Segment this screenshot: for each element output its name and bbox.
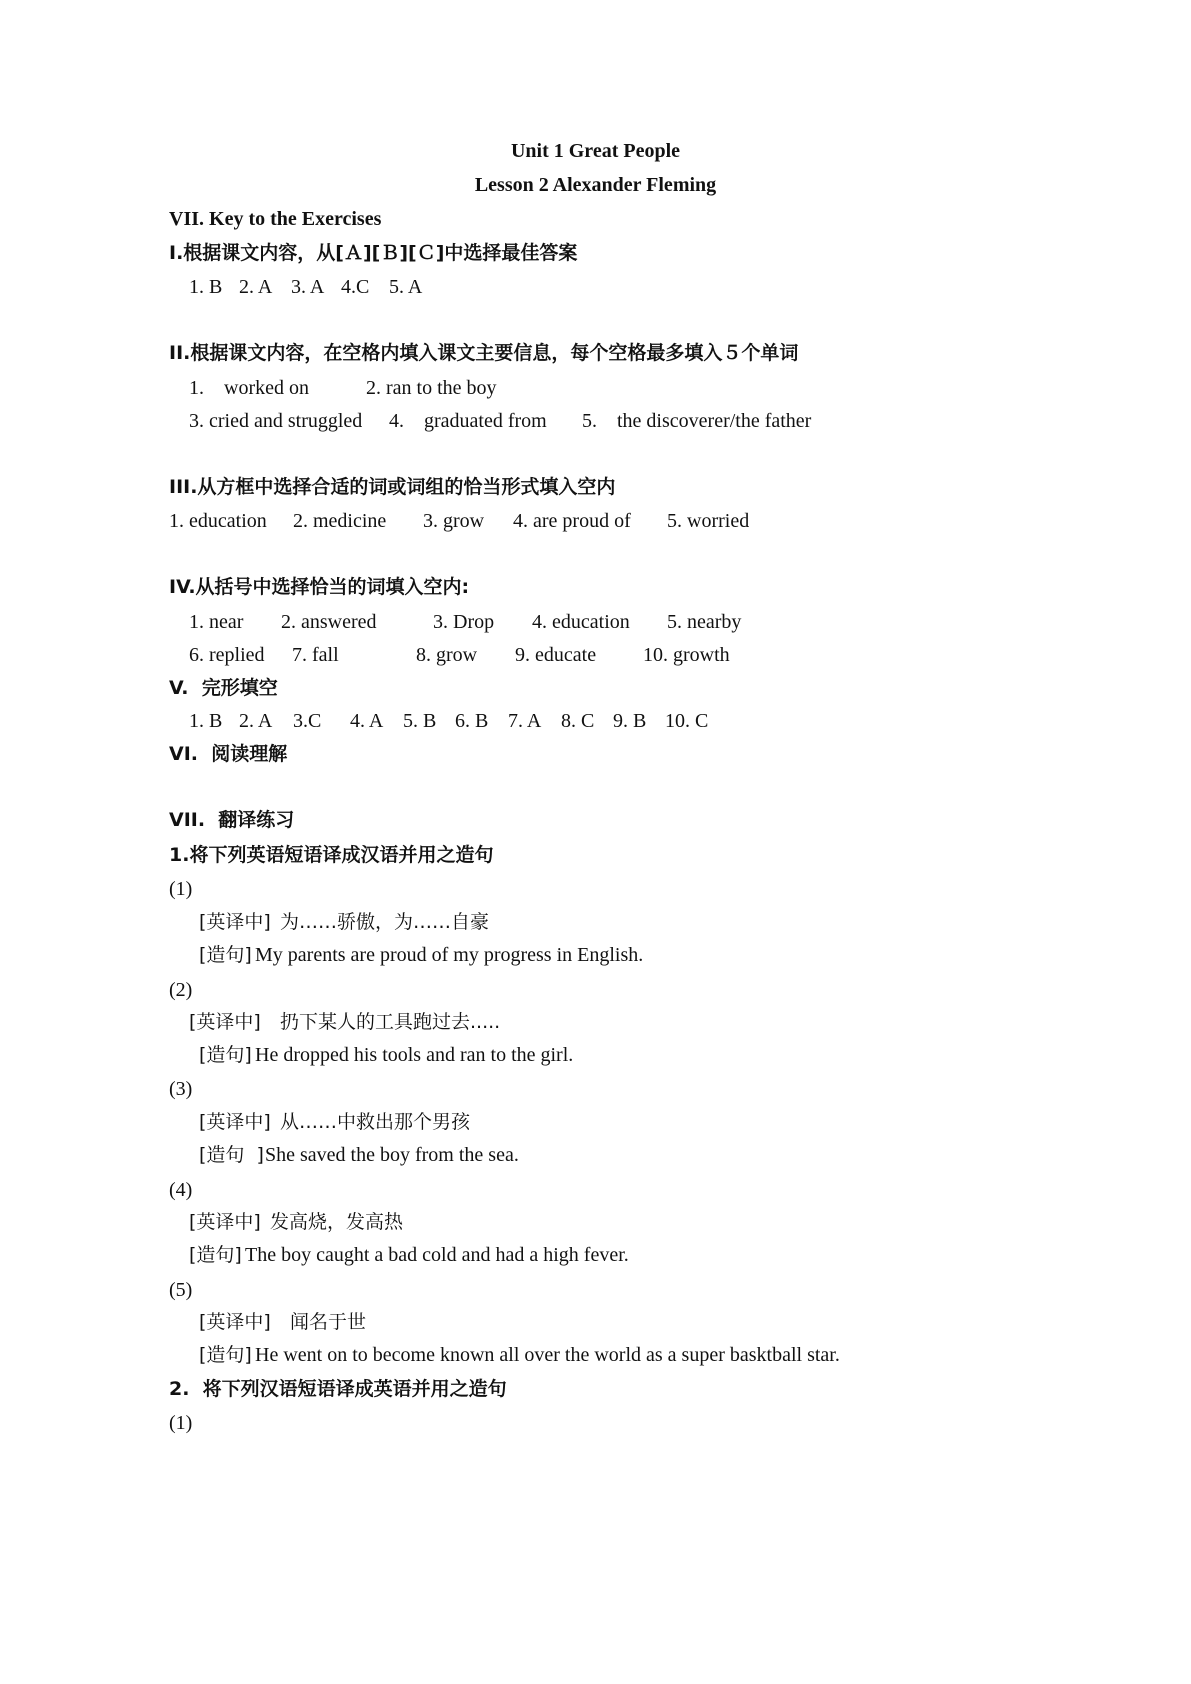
s4-answer: 7. fall (292, 644, 339, 666)
s4-answer: 3. Drop (433, 611, 495, 633)
s4-answer: 8. grow (416, 644, 478, 666)
s5-answer: 9. B (613, 710, 647, 732)
s5-answer: 3.C (293, 710, 322, 732)
example-sentence: He dropped his tools and ran to the girl. (255, 1044, 574, 1066)
sentence-label: [造句] (199, 1044, 252, 1066)
s5-answer: 1. B (189, 710, 223, 732)
example-sentence: The boy caught a bad cold and had a high fever. (245, 1244, 629, 1266)
translation-label: [英译中] (189, 1211, 261, 1233)
translation-label: [英译中] (199, 1311, 271, 1333)
item-number: (5) (169, 1279, 193, 1301)
s5-answer: 5. B (403, 710, 437, 732)
section-5-title: V. 完形填空 (169, 677, 278, 699)
item-number: (4) (169, 1179, 193, 1201)
s1-answer: 3. A (291, 276, 325, 298)
s1-answer: 2. A (239, 276, 273, 298)
item-number: (3) (169, 1078, 193, 1100)
translation-text: 为……骄傲，为……自豪 (280, 911, 490, 933)
s4-answer: 10. growth (643, 644, 730, 666)
s4-answer: 6. replied (189, 644, 265, 666)
translation-text: 从……中救出那个男孩 (280, 1111, 471, 1133)
section-7-title: VII. 翻译练习 (169, 809, 295, 831)
sentence-label: [造句] (199, 1344, 252, 1366)
s3-answer: 2. medicine (293, 510, 387, 532)
part-1-heading: 1.将下列英语短语译成汉语并用之造句 (169, 844, 494, 866)
s1-answer: 1. B (189, 276, 223, 298)
sentence-label: [造句] (189, 1244, 242, 1266)
section-2-title: II.根据课文内容，在空格内填入课文主要信息，每个空格最多填入５个单词 (169, 342, 799, 364)
s1-answer: 5. A (389, 276, 423, 298)
sentence-label: [造句 ] (199, 1144, 264, 1166)
unit-title: Unit 1 Great People (510, 140, 681, 162)
s2-answer: 4. graduated from (389, 410, 547, 432)
s3-answer: 4. are proud of (513, 510, 631, 532)
example-sentence: She saved the boy from the sea. (265, 1144, 519, 1166)
s2-answer: 3. cried and struggled (189, 410, 363, 432)
s1-answer: 4.C (341, 276, 370, 298)
translation-text: 闻名于世 (290, 1311, 367, 1333)
s5-answer: 6. B (455, 710, 489, 732)
item-number: (1) (169, 1412, 193, 1434)
section-6-title: VI. 阅读理解 (169, 743, 288, 765)
item-number: (1) (169, 878, 193, 900)
example-sentence: He went on to become known all over the world as a super basktball star. (255, 1344, 840, 1366)
s2-answer: 5. the discoverer/the father (582, 410, 812, 432)
item-number: (2) (169, 979, 193, 1001)
sentence-label: [造句] (199, 944, 252, 966)
s4-answer: 5. nearby (667, 611, 742, 633)
s4-answer: 1. near (189, 611, 244, 633)
translation-label: [英译中] (199, 911, 271, 933)
s3-answer: 5. worried (667, 510, 750, 532)
s2-answer: 1. worked on (189, 377, 309, 399)
s4-answer: 4. education (532, 611, 630, 633)
s4-answer: 2. answered (281, 611, 377, 633)
s3-answer: 1. education (169, 510, 267, 532)
section-4-title: IV.从括号中选择恰当的词填入空内: (169, 576, 470, 598)
translation-text: 扔下某人的工具跑过去..... (280, 1011, 501, 1033)
s3-answer: 3. grow (423, 510, 485, 532)
translation-label: [英译中] (189, 1011, 261, 1033)
s5-answer: 10. C (665, 710, 709, 732)
translation-label: [英译中] (199, 1111, 271, 1133)
example-sentence: My parents are proud of my progress in English. (255, 944, 644, 966)
section-1-title: I.根据课文内容，从[Ａ][Ｂ][Ｃ]中选择最佳答案 (169, 242, 578, 264)
s2-answer: 2. ran to the boy (366, 377, 497, 399)
s4-answer: 9. educate (515, 644, 597, 666)
s5-answer: 8. C (561, 710, 595, 732)
s5-answer: 2. A (239, 710, 273, 732)
key-heading: VII. Key to the Exercises (169, 208, 382, 230)
s5-answer: 4. A (350, 710, 384, 732)
translation-text: 发高烧，发高热 (270, 1211, 404, 1233)
section-3-title: III.从方框中选择合适的词或词组的恰当形式填入空内 (169, 476, 616, 498)
lesson-title: Lesson 2 Alexander Fleming (474, 174, 717, 196)
s5-answer: 7. A (508, 710, 542, 732)
part-2-heading: 2. 将下列汉语短语译成英语并用之造句 (169, 1378, 507, 1400)
